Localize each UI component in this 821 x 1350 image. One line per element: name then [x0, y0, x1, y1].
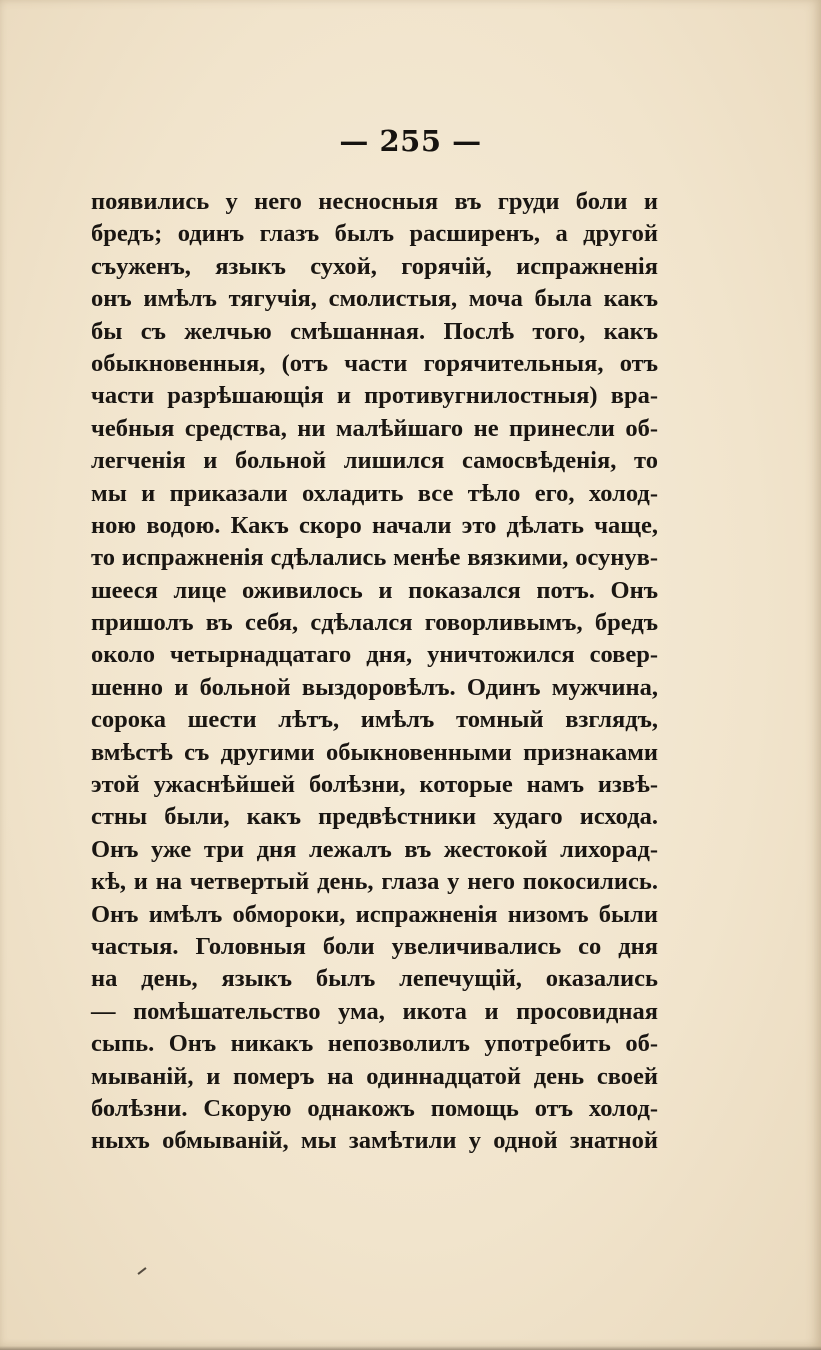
text-line: легченія и больной лишился самосвѣденія, то — [91, 447, 658, 475]
text-line: появились у него несносныя въ груди боли и — [91, 188, 658, 215]
page-number: — 255 — — [339, 124, 482, 158]
text-line: съуженъ, языкъ сухой, горячій, испражненія — [91, 252, 658, 280]
text-line: сорока шести лѣтъ, имѣлъ томный взглядъ, — [91, 706, 658, 734]
text-line: — помѣшательство ума, икота и просовидная — [91, 997, 658, 1025]
text-line: вмѣстѣ съ другими обыкновенными признаками — [91, 738, 658, 766]
text-line: мыванiй, и померъ на одиннадцатой день своей — [91, 1062, 658, 1090]
text-line: чебныя средства, ни малѣйшаго не принесли об- — [91, 414, 658, 442]
text-line: на день, языкъ былъ лепечущій, оказались — [91, 965, 658, 993]
text-line: около четырнадцатаго дня, уничтожился совер- — [91, 641, 658, 669]
text-line: кѣ, и на четвертый день, глаза у него покосились. — [91, 868, 658, 896]
ink-mark — [137, 1267, 146, 1275]
text-line: стны были, какъ предвѣстники худаго исхода. — [91, 803, 658, 831]
text-line: Онъ имѣлъ обмороки, испражненія низомъ были — [91, 900, 658, 928]
text-line: этой ужаснѣйшей болѣзни, которые намъ извѣ- — [91, 771, 658, 799]
text-line: ною водою. Какъ скоро начали это дѣлать чаще, — [91, 511, 658, 539]
text-line: бы съ желчью смѣшанная. Послѣ того, какъ — [91, 317, 658, 345]
text-line: онъ имѣлъ тягучія, смолистыя, моча была какъ — [91, 285, 658, 313]
text-line: болѣзни. Скорую однакожъ помощь отъ холод- — [91, 1094, 658, 1122]
text-line: то испражненія сдѣлались менѣе вязкими, осунув- — [91, 544, 658, 572]
text-line: мы и приказали охладить все тѣло его, холод- — [91, 479, 658, 507]
text-line: ныхъ обмыванiй, мы замѣтили у одной знатной — [91, 1127, 658, 1155]
text-line: части разрѣшающія и противугнилостныя) вра- — [91, 382, 658, 410]
text-line: пришолъ въ себя, сдѣлался говорливымъ, бредъ — [91, 609, 658, 637]
text-line: сыпь. Онъ никакъ непозволилъ употребить об- — [91, 1030, 658, 1058]
text-line: бредъ; одинъ глазъ былъ расширенъ, а другой — [91, 220, 658, 248]
text-line: Онъ уже три дня лежалъ въ жестокой лихорад- — [91, 835, 658, 863]
text-line: шееся лице оживилось и показался потъ. Онъ — [91, 576, 658, 604]
text-line: шенно и больной выздоровѣлъ. Одинъ мужчина, — [91, 673, 658, 701]
text-line: обыкновенныя, (отъ части горячительныя, отъ — [91, 349, 658, 377]
body-text — [91, 186, 658, 1158]
page-edge-shadow — [0, 1346, 821, 1350]
text-line: частыя. Головныя боли увеличивались со дня — [91, 932, 658, 960]
